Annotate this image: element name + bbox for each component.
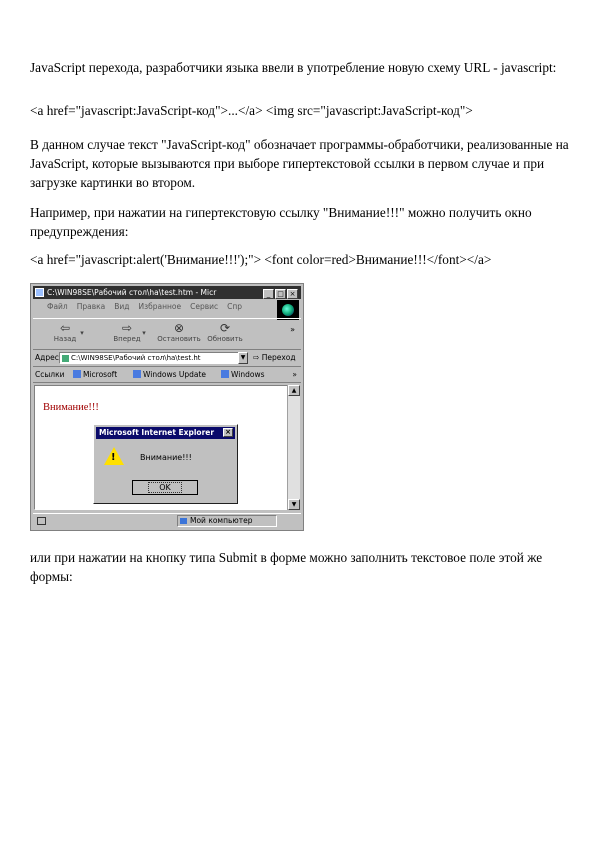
paragraph-explanation: В данном случае текст "JavaScript-код" обозначает программы-обработчики, реализованные на JavaScript, которые вызываются при выборе гипертекстовой ссылки в первом случае и при загрузке картинки во втором.: [30, 137, 569, 190]
forward-button[interactable]: ⇨ Вперед: [105, 321, 149, 343]
toolbar: [33, 318, 301, 350]
page-icon: [62, 355, 69, 362]
maximize-button[interactable]: □: [275, 289, 286, 299]
forward-arrow-icon: ⇨: [121, 321, 133, 335]
paragraph-example: Например, при нажатии на гипертекстовую ссылку "Внимание!!!" можно получить окно предупреждения:: [30, 205, 532, 239]
links-bar: [33, 368, 301, 383]
link-icon: [73, 370, 81, 378]
address-label: Адрес: [35, 353, 59, 362]
ie-window-icon: [35, 288, 44, 297]
back-arrow-icon: ⇦: [59, 321, 71, 335]
windows-logo-icon: [277, 300, 299, 320]
link-icon: [133, 370, 141, 378]
address-bar: [33, 350, 301, 367]
forward-dropdown-icon[interactable]: ▾: [142, 329, 146, 337]
status-bar: [33, 513, 301, 528]
toolbar-more-chevron-icon[interactable]: »: [290, 325, 295, 334]
stop-button[interactable]: ⊗ Остановить: [157, 321, 201, 343]
menu-view[interactable]: Вид: [114, 302, 130, 311]
paragraph-submit: или при нажатии на кнопку типа Submit в форме можно заполнить текстовое поле этой же формы:: [30, 550, 543, 584]
menu-tools[interactable]: Сервис: [190, 302, 219, 311]
menu-file[interactable]: Файл: [47, 302, 68, 311]
menu-edit[interactable]: Правка: [76, 302, 106, 311]
paragraph-intro: JavaScript перехода, разработчики языка ввели в употребление новую схему URL - javascript:: [30, 60, 557, 75]
link-windows-update[interactable]: Windows Update: [133, 368, 143, 382]
links-more-chevron-icon[interactable]: »: [292, 370, 297, 379]
link-windows[interactable]: Windows: [221, 368, 231, 382]
back-button[interactable]: ⇦ Назад: [43, 321, 87, 343]
link-microsoft[interactable]: Microsoft: [73, 368, 83, 382]
refresh-icon: ⟳: [219, 321, 231, 335]
link-icon: [221, 370, 229, 378]
alert-dialog: [93, 424, 238, 504]
menu-help[interactable]: Спр: [227, 302, 243, 311]
menu-bar: [33, 300, 279, 314]
close-button[interactable]: ×: [287, 289, 298, 299]
minimize-button[interactable]: _: [263, 289, 274, 299]
code-example-href: <a href="javascript:JavaScript-код">...</a> <img src="javascript:JavaScript-код">: [30, 103, 473, 118]
menu-favorites[interactable]: Избранное: [138, 302, 182, 311]
go-button[interactable]: ⇨ Переход: [253, 353, 296, 362]
address-dropdown-icon[interactable]: ▼: [238, 352, 248, 364]
browser-screenshot: [30, 283, 304, 531]
status-zone: Мой компьютер: [177, 515, 277, 527]
refresh-button[interactable]: ⟳ Обновить: [203, 321, 247, 343]
window-title: C:\WIN98SE\Рабочий стол\ha\test.htm - Micr: [47, 288, 217, 297]
warning-link[interactable]: Внимание!!!: [43, 402, 99, 413]
address-input[interactable]: C:\WIN98SE\Рабочий стол\ha\test.ht: [59, 352, 239, 364]
ok-button[interactable]: OK: [132, 480, 198, 495]
code-example-alert: <a href="javascript:alert('Внимание!!!');"> <font color=red>Внимание!!!</font></a>: [30, 252, 492, 267]
go-arrow-icon: ⇨: [253, 353, 260, 362]
dialog-message: Внимание!!!: [140, 453, 192, 462]
warning-exclamation-icon: !: [111, 452, 116, 463]
page-status-icon: [37, 517, 46, 525]
scroll-up-icon[interactable]: ▲: [288, 385, 300, 396]
dialog-close-button[interactable]: ×: [223, 428, 233, 437]
dialog-title: Microsoft Internet Explorer ×: [96, 427, 235, 439]
links-label: Ссылки: [35, 370, 65, 379]
back-dropdown-icon[interactable]: ▾: [80, 329, 84, 337]
window-titlebar: [33, 286, 301, 299]
vertical-scrollbar[interactable]: [287, 385, 300, 510]
scroll-down-icon[interactable]: ▼: [288, 499, 300, 510]
stop-icon: ⊗: [173, 321, 185, 335]
